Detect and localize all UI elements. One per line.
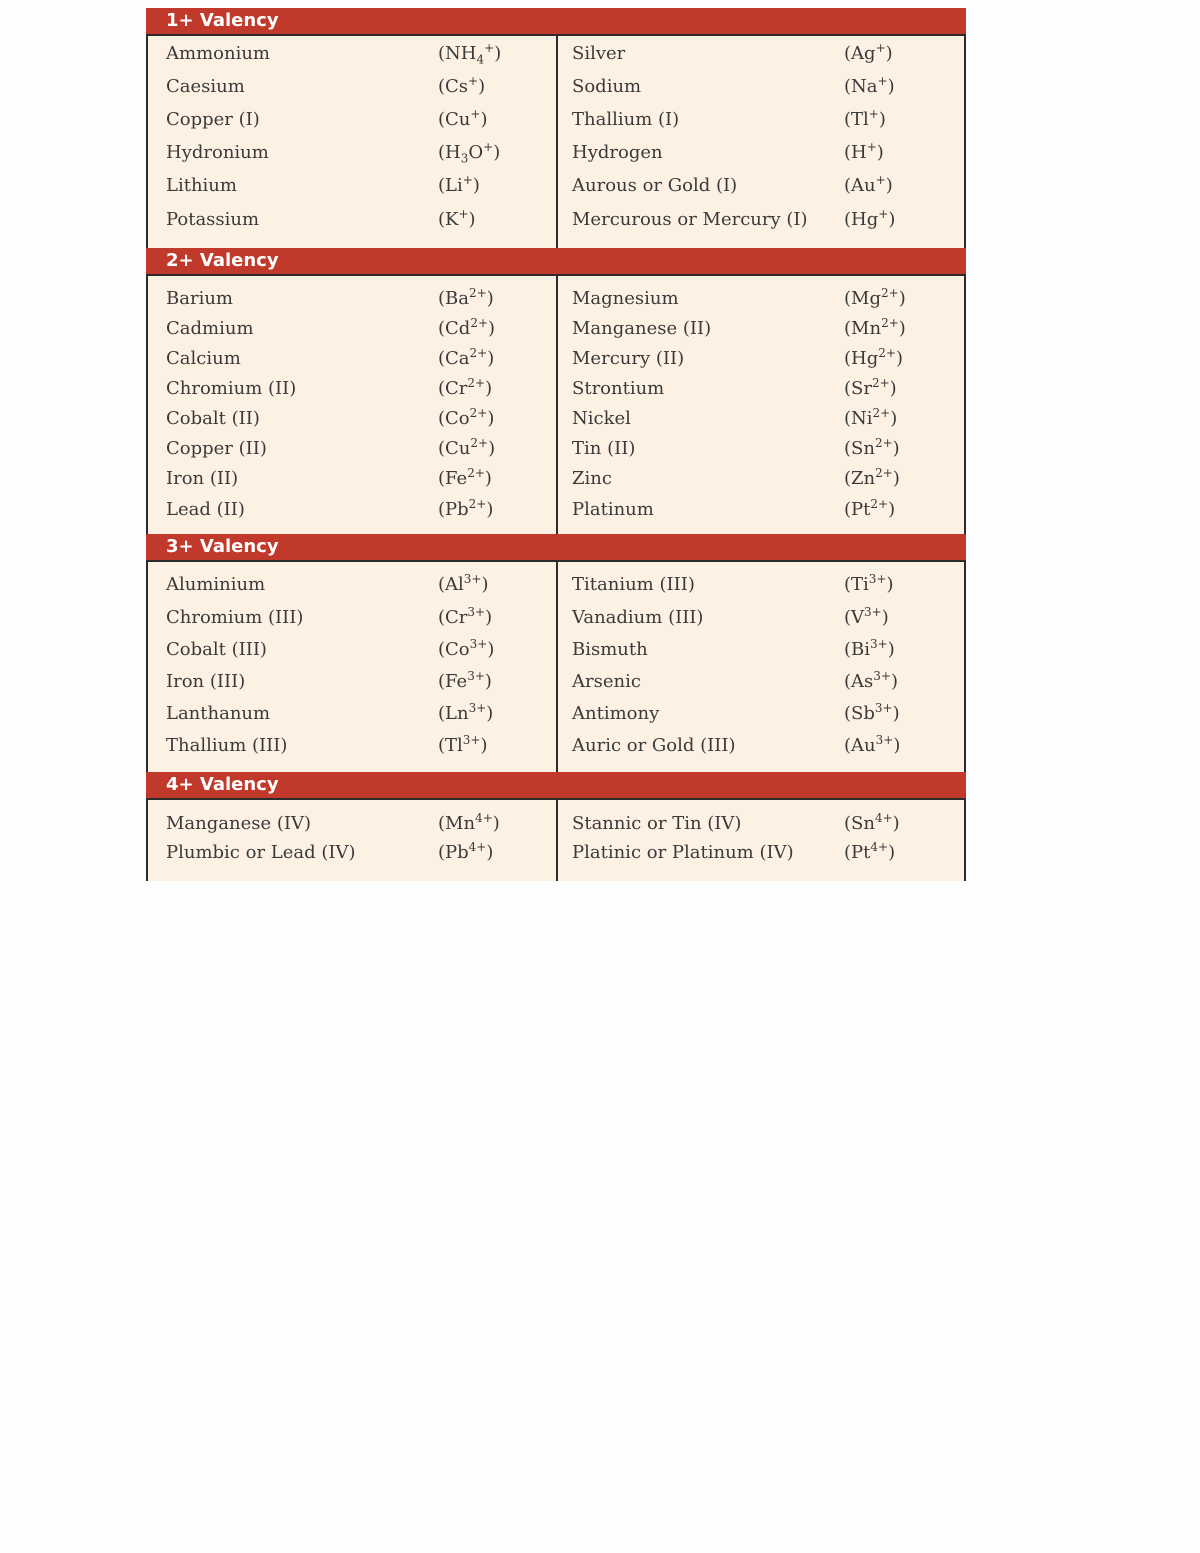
- column-divider: [556, 36, 558, 248]
- ion-name: Ammonium: [166, 43, 270, 64]
- ion-name: Strontium: [572, 378, 665, 399]
- formula-charge: 3+: [870, 637, 888, 651]
- formula-base: O: [468, 142, 484, 163]
- formula-charge: 2+: [880, 286, 899, 300]
- formula-base: Hg: [851, 348, 879, 369]
- formula-base: Cu: [445, 109, 471, 130]
- ion-name: Barium: [166, 288, 233, 309]
- ion-name: Platinum: [572, 499, 654, 520]
- formula-charge: +: [878, 207, 889, 221]
- ion-name: Thallium (III): [166, 735, 288, 756]
- ion-formula: $(H_3O^+)$: [438, 140, 501, 166]
- formula-base: Sb: [851, 703, 875, 724]
- ion-formula: (Cs+): [438, 74, 486, 97]
- ion-formula: $(Mn^{4+})$: [438, 811, 500, 834]
- formula-base: Co: [445, 639, 470, 660]
- formula-charge: 3+: [874, 701, 893, 715]
- formula-base: Pb: [445, 842, 469, 863]
- formula-base: Al: [445, 574, 464, 595]
- formula-charge: 2+: [881, 316, 899, 330]
- formula-charge: 2+: [470, 316, 489, 330]
- formula-charge: 3+: [463, 572, 482, 586]
- ion-name: Bismuth: [572, 639, 648, 660]
- ion-formula: (Cu+): [438, 107, 488, 130]
- ion-formula: $(Co^{3+})$: [438, 637, 495, 660]
- formula-base: Mg: [851, 288, 881, 309]
- ion-name: Cobalt (II): [166, 408, 260, 429]
- section-header: 2+ Valency: [146, 248, 966, 276]
- ion-formula: $(Zn^{2+})$: [844, 466, 900, 489]
- ion-formula: $(Pt^{4+})$: [844, 840, 896, 863]
- formula-base: NH: [445, 43, 477, 64]
- ion-formula: (Li+): [438, 173, 480, 196]
- ion-formula: $(Mn^{2+})$: [844, 316, 906, 339]
- column-divider: [556, 276, 558, 534]
- section-header: 3+ Valency: [146, 534, 966, 562]
- formula-charge: 2+: [871, 376, 890, 390]
- formula-charge: 4+: [475, 811, 493, 825]
- formula-charge: 3+: [868, 572, 887, 586]
- valency-table: [146, 8, 966, 881]
- formula-base: Hg: [851, 209, 879, 230]
- ion-formula: $(Ba^{2+})$: [438, 286, 494, 309]
- ion-name: Chromium (II): [166, 378, 297, 399]
- ion-formula: $(Fe^{3+})$: [438, 669, 492, 692]
- ion-name: Plumbic or Lead (IV): [166, 842, 356, 863]
- formula-base: Cu: [445, 438, 471, 459]
- formula-charge: 2+: [468, 497, 487, 511]
- ion-formula: (H+): [844, 140, 884, 163]
- formula-charge: 2+: [469, 406, 488, 420]
- formula-charge: +: [875, 173, 886, 187]
- formula-base: V: [851, 607, 865, 628]
- formula-base: Ln: [445, 703, 469, 724]
- formula-base: Pt: [851, 842, 871, 863]
- formula-charge: +: [877, 74, 888, 88]
- ion-name: Silver: [572, 43, 626, 64]
- formula-charge: 2+: [872, 406, 891, 420]
- formula-charge: 3+: [875, 733, 894, 747]
- ion-name: Aurous or Gold (I): [572, 175, 738, 196]
- ion-name: Iron (II): [166, 468, 239, 489]
- formula-subscript: 3: [460, 151, 469, 166]
- section-header: 1+ Valency: [146, 8, 966, 36]
- formula-charge: +: [468, 74, 479, 88]
- formula-subscript: 4: [476, 52, 485, 67]
- formula-base: Au: [851, 735, 876, 756]
- formula-charge: +: [484, 41, 495, 55]
- formula-charge: +: [470, 107, 481, 121]
- formula-base: K: [445, 209, 459, 230]
- formula-charge: 2+: [469, 346, 488, 360]
- formula-charge: 4+: [874, 811, 893, 825]
- formula-charge: 3+: [864, 605, 882, 619]
- ion-formula: $(Fe^{2+})$: [438, 466, 492, 489]
- ion-formula: $(As^{3+})$: [844, 669, 899, 692]
- ion-name: Aluminium: [166, 574, 266, 595]
- ion-name: Potassium: [166, 209, 260, 230]
- formula-base: Ag: [851, 43, 876, 64]
- ion-formula: $(Ti^{3+})$: [844, 572, 894, 595]
- ion-formula: (Au+): [844, 173, 893, 196]
- formula-base: Pb: [445, 499, 469, 520]
- formula-charge: +: [868, 107, 879, 121]
- ion-formula: $(NH_4^+)$: [438, 41, 502, 67]
- ion-formula: $(Sn^{2+})$: [844, 436, 900, 459]
- formula-base: H: [851, 142, 867, 163]
- formula-charge: +: [866, 140, 877, 154]
- formula-charge: 2+: [467, 376, 486, 390]
- formula-base: As: [851, 671, 874, 692]
- ion-formula: $(Pb^{4+})$: [438, 840, 494, 863]
- ion-formula: (Hg+): [844, 207, 896, 230]
- ion-formula: $(Sb^{3+})$: [844, 701, 900, 724]
- ion-name: Titanium (III): [572, 574, 695, 595]
- ion-name: Stannic or Tin (IV): [572, 813, 742, 834]
- formula-base: Li: [445, 175, 463, 196]
- ion-name: Lanthanum: [166, 703, 271, 724]
- ion-formula: $(Al^{3+})$: [438, 572, 489, 595]
- ion-name: Arsenic: [572, 671, 641, 692]
- formula-base: Bi: [851, 639, 871, 660]
- ion-formula: $(Sr^{2+})$: [844, 376, 897, 399]
- formula-charge: 2+: [469, 286, 487, 300]
- ion-formula: $(Hg^{2+})$: [844, 346, 903, 369]
- ion-name: Iron (III): [166, 671, 246, 692]
- formula-charge: +: [875, 41, 886, 55]
- column-divider: [556, 800, 558, 881]
- formula-base: Cr: [445, 607, 468, 628]
- formula-charge: 2+: [467, 466, 485, 480]
- ion-name: Hydronium: [166, 142, 269, 163]
- ion-formula: $(Ni^{2+})$: [844, 406, 898, 429]
- ion-formula: $(Bi^{3+})$: [844, 637, 895, 660]
- formula-base: Cd: [445, 318, 471, 339]
- formula-base: Cs: [445, 76, 469, 97]
- formula-charge: 3+: [467, 605, 486, 619]
- formula-charge: 2+: [870, 497, 889, 511]
- ion-name: Vanadium (III): [572, 607, 704, 628]
- formula-base: Fe: [445, 468, 468, 489]
- formula-charge: 3+: [462, 733, 481, 747]
- formula-base: Na: [851, 76, 878, 97]
- ion-formula: $(V^{3+})$: [844, 605, 889, 628]
- ion-formula: $(Co^{2+})$: [438, 406, 495, 429]
- ion-formula: (Ag+): [844, 41, 893, 64]
- formula-charge: +: [483, 140, 494, 154]
- ion-formula: $(Ln^{3+})$: [438, 701, 494, 724]
- ion-formula: $(Cd^{2+})$: [438, 316, 496, 339]
- formula-base: Ti: [851, 574, 869, 595]
- ion-formula: (Tl+): [844, 107, 886, 130]
- formula-charge: +: [462, 173, 473, 187]
- ion-name: Mercurous or Mercury (I): [572, 209, 808, 230]
- formula-charge: 4+: [468, 840, 487, 854]
- ion-formula: (Na+): [844, 74, 895, 97]
- ion-name: Manganese (II): [572, 318, 712, 339]
- ion-name: Zinc: [572, 468, 612, 489]
- formula-base: Co: [445, 408, 470, 429]
- formula-charge: 3+: [873, 669, 891, 683]
- ion-name: Mercury (II): [572, 348, 685, 369]
- ion-name: Antimony: [572, 703, 660, 724]
- ion-formula: (K+): [438, 207, 476, 230]
- formula-base: Mn: [445, 813, 476, 834]
- ion-formula: $(Pt^{2+})$: [844, 497, 896, 520]
- formula-base: Ca: [445, 348, 470, 369]
- formula-base: Sn: [851, 813, 875, 834]
- formula-charge: 3+: [469, 637, 488, 651]
- ion-name: Chromium (III): [166, 607, 304, 628]
- ion-name: Lithium: [166, 175, 237, 196]
- ion-name: Platinic or Platinum (IV): [572, 842, 794, 863]
- ion-name: Caesium: [166, 76, 245, 97]
- ion-name: Auric or Gold (III): [572, 735, 736, 756]
- formula-base: Zn: [851, 468, 876, 489]
- ion-name: Sodium: [572, 76, 642, 97]
- ion-name: Hydrogen: [572, 142, 663, 163]
- ion-name: Nickel: [572, 408, 631, 429]
- column-divider: [556, 562, 558, 772]
- formula-base: Ni: [851, 408, 873, 429]
- formula-charge: 2+: [878, 346, 896, 360]
- formula-charge: 3+: [467, 669, 485, 683]
- ion-name: Cadmium: [166, 318, 254, 339]
- formula-base: Au: [851, 175, 876, 196]
- formula-base: Fe: [445, 671, 468, 692]
- ion-formula: $(Cr^{2+})$: [438, 376, 493, 399]
- formula-base: Pt: [851, 499, 871, 520]
- ion-formula: $(Mg^{2+})$: [844, 286, 906, 309]
- ion-name: Tin (II): [572, 438, 636, 459]
- ion-name: Magnesium: [572, 288, 679, 309]
- formula-charge: 2+: [874, 436, 893, 450]
- section-header: 4+ Valency: [146, 772, 966, 800]
- formula-base: Tl: [445, 735, 463, 756]
- ion-formula: $(Tl^{3+})$: [438, 733, 488, 756]
- ion-name: Lead (II): [166, 499, 245, 520]
- ion-name: Calcium: [166, 348, 241, 369]
- formula-base: Mn: [851, 318, 882, 339]
- ion-name: Copper (II): [166, 438, 267, 459]
- formula-base: Sr: [851, 378, 872, 399]
- ion-name: Manganese (IV): [166, 813, 312, 834]
- formula-charge: 2+: [875, 466, 893, 480]
- ion-formula: $(Pb^{2+})$: [438, 497, 494, 520]
- formula-base: H: [445, 142, 461, 163]
- ion-formula: $(Cr^{3+})$: [438, 605, 493, 628]
- formula-charge: 2+: [470, 436, 489, 450]
- ion-formula: $(Ca^{2+})$: [438, 346, 495, 369]
- formula-charge: +: [458, 207, 469, 221]
- formula-base: Tl: [851, 109, 869, 130]
- formula-base: Ba: [445, 288, 469, 309]
- ion-formula: $(Cu^{2+})$: [438, 436, 496, 459]
- ion-name: Cobalt (III): [166, 639, 267, 660]
- ion-name: Thallium (I): [572, 109, 680, 130]
- ion-name: Copper (I): [166, 109, 260, 130]
- formula-base: Cr: [445, 378, 468, 399]
- formula-charge: 3+: [468, 701, 487, 715]
- formula-charge: 4+: [870, 840, 889, 854]
- ion-formula: $(Au^{3+})$: [844, 733, 901, 756]
- formula-base: Sn: [851, 438, 875, 459]
- ion-formula: $(Sn^{4+})$: [844, 811, 900, 834]
